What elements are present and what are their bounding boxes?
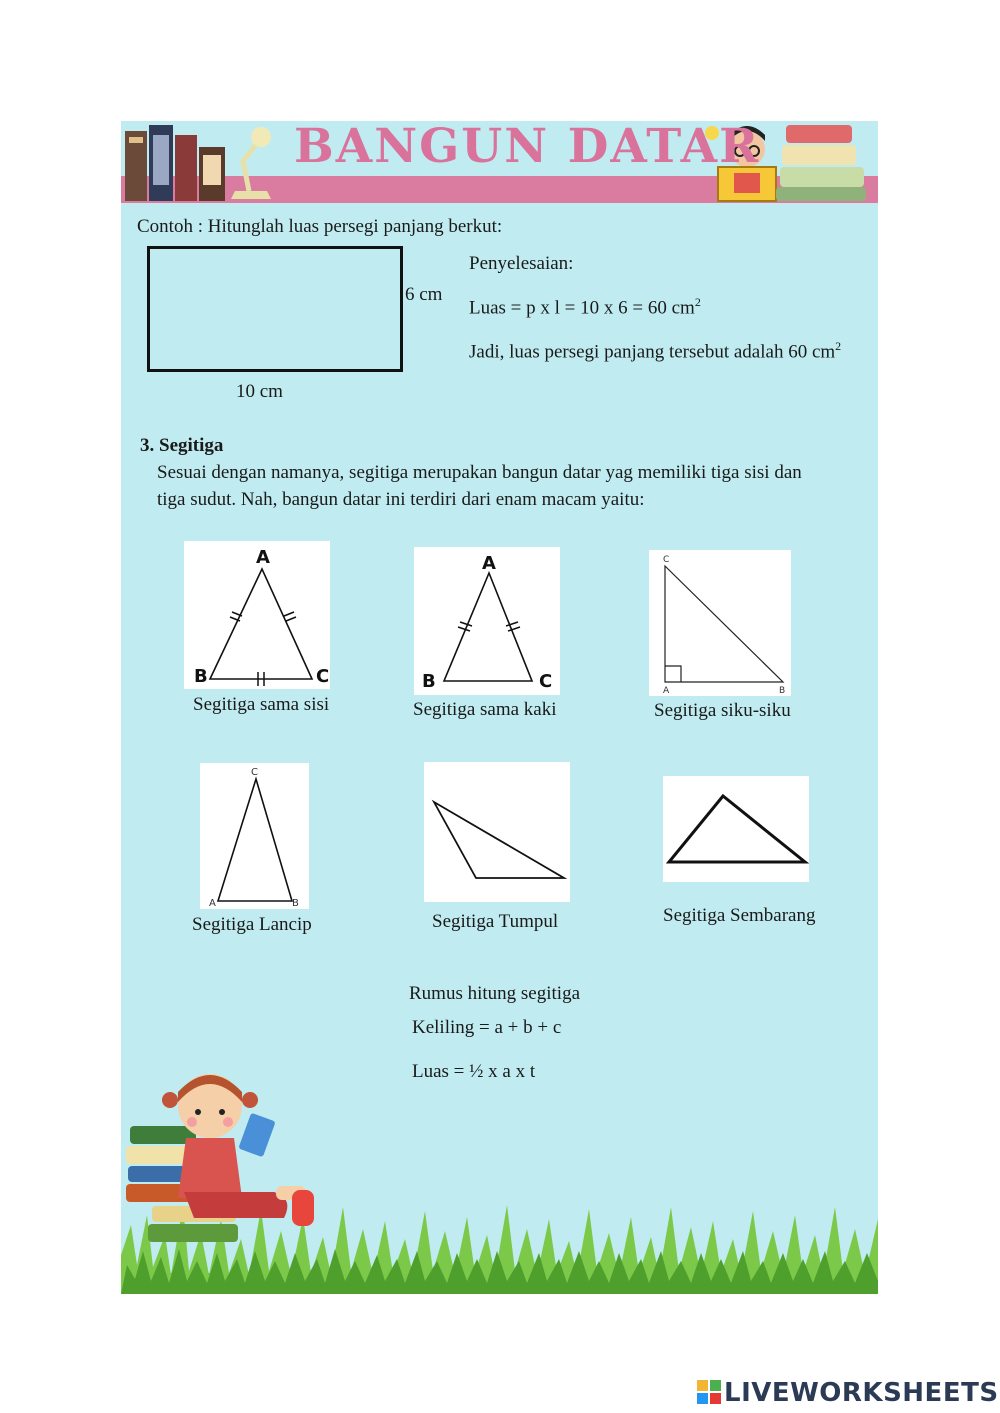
area-formula-triangle: Luas = ½ x a x t [412, 1061, 536, 1082]
triangle-right-image [649, 550, 791, 696]
conclusion [469, 339, 841, 363]
width-label: 10 cm [236, 381, 283, 402]
triangle-isosceles-image [414, 547, 560, 695]
vertex-b-label: B [194, 666, 208, 687]
superscript: 2 [835, 339, 842, 353]
caption-obtuse: Segitiga Tumpul [432, 911, 559, 932]
vertex-a-label: A [209, 898, 216, 909]
section-text-line2: tiga sudut. Nah, bangun datar ini terdiri dari enam macam yaitu: [157, 489, 645, 510]
example-prompt: Contoh : Hitunglah luas persegi panjang berkut: [137, 216, 503, 237]
isosceles-triangle [414, 547, 560, 695]
area-formula [469, 295, 701, 319]
height-label: 6 cm [405, 284, 443, 305]
conclusion-text: Jadi, luas persegi panjang tersebut adalah 60 cm [469, 341, 836, 363]
vertex-c-label: C [539, 671, 553, 692]
caption-scalene: Segitiga Sembarang [663, 905, 816, 926]
vertex-c-label: C [663, 555, 670, 565]
vertex-a-label: A [256, 547, 270, 568]
girl-reading-illustration [124, 1072, 324, 1252]
liveworksheets-logo-icon [697, 1380, 721, 1404]
vertex-b-label: B [422, 671, 436, 692]
vertex-a-label: A [482, 553, 496, 574]
triangle-equilateral-image [184, 541, 330, 689]
caption-acute: Segitiga Lancip [192, 914, 312, 935]
solution-title: Penyelesaian: [469, 253, 574, 274]
rectangle-figure [147, 246, 403, 372]
page-title: BANGUN DATAR [294, 119, 761, 174]
caption-isosceles: Segitiga sama kaki [413, 699, 557, 720]
scalene-triangle [663, 776, 809, 882]
triangle-acute-image [200, 763, 309, 909]
perimeter-formula: Keliling = a + b + c [412, 1017, 562, 1038]
section-text-line1: Sesuai dengan namanya, segitiga merupakan bangun datar yag memiliki tiga sisi dan [157, 462, 802, 483]
superscript: 2 [694, 295, 701, 309]
area-formula-text: Luas = p x l = 10 x 6 = 60 cm [469, 297, 695, 319]
liveworksheets-brand[interactable]: LIVEWORKSHEETS [724, 1378, 999, 1408]
caption-equilateral: Segitiga sama sisi [193, 694, 330, 715]
acute-triangle [200, 763, 309, 909]
books-lamp-illustration [121, 121, 281, 203]
vertex-b-label: B [779, 686, 786, 696]
vertex-b-label: B [292, 898, 299, 909]
section-heading: 3. Segitiga [140, 435, 224, 456]
vertex-a-label: A [663, 686, 670, 696]
obtuse-triangle [424, 762, 570, 902]
triangle-obtuse-image [424, 762, 570, 902]
vertex-c-label: C [316, 666, 330, 687]
triangle-scalene-image [663, 776, 809, 882]
vertex-c-label: C [251, 767, 258, 778]
right-triangle [649, 550, 791, 696]
equilateral-triangle [184, 541, 330, 689]
formula-title: Rumus hitung segitiga [409, 983, 580, 1004]
caption-right: Segitiga siku-siku [654, 700, 791, 721]
